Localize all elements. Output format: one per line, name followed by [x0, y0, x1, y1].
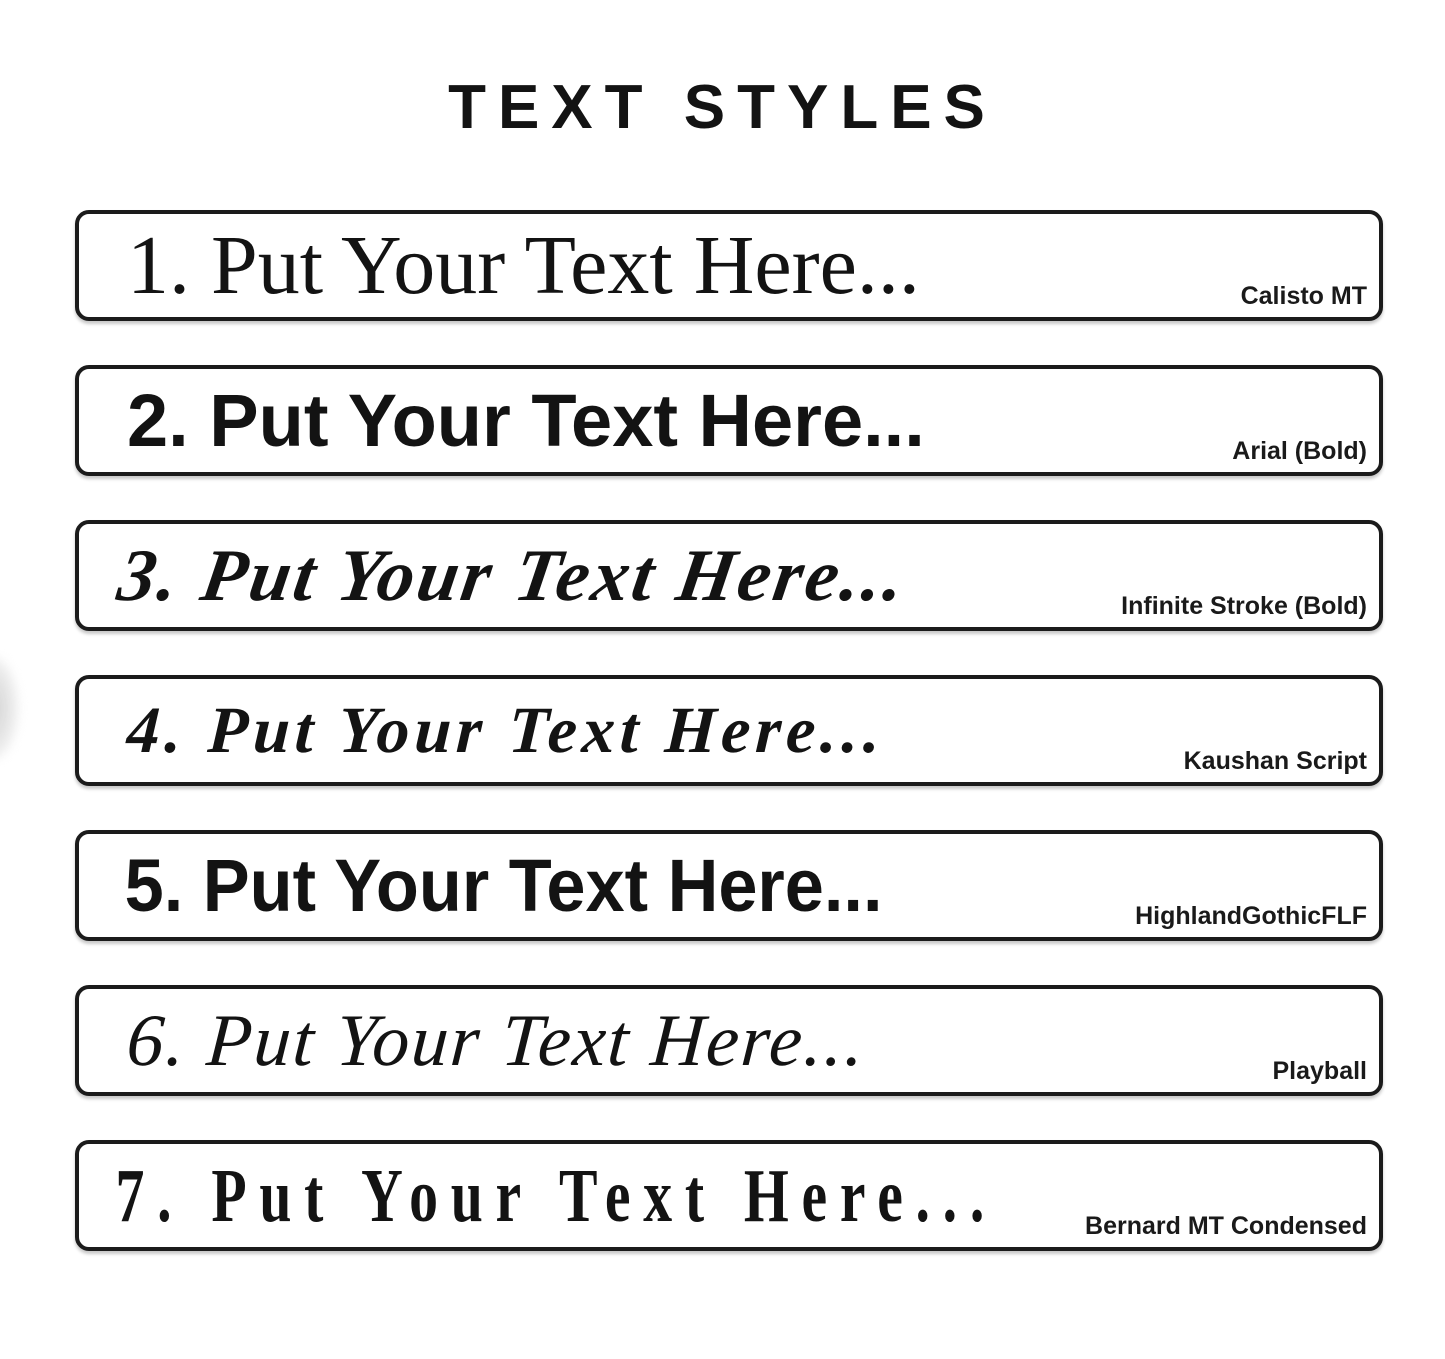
text-style-option-3 — [75, 520, 1383, 631]
sample-text-3: 3. Put Your Text Here... — [112, 534, 913, 617]
text-style-option-4 — [75, 675, 1383, 786]
sample-text-4: 4. Put Your Text Here... — [125, 693, 888, 767]
text-style-option-7 — [75, 1140, 1383, 1251]
sample-text-2: 2. Put Your Text Here... — [127, 378, 925, 462]
font-name-label-3: Infinite Stroke (Bold) — [1121, 592, 1367, 620]
font-name-label-4: Kaushan Script — [1183, 747, 1367, 775]
sample-text-6: 6. Put Your Text Here... — [124, 999, 869, 1082]
style-list — [75, 210, 1383, 1295]
font-name-label-2: Arial (Bold) — [1232, 437, 1367, 465]
text-style-option-6 — [75, 985, 1383, 1096]
text-style-option-2 — [75, 365, 1383, 476]
page-title: TEXT STYLES — [448, 73, 997, 142]
sample-text-5: 5. Put Your Text Here... — [124, 843, 883, 927]
sample-text-1: 1. Put Your Text Here... — [127, 218, 920, 312]
text-style-option-1 — [75, 210, 1383, 321]
sample-text-7: 7. Put Your Text Here... — [115, 1153, 997, 1238]
text-style-option-5 — [75, 830, 1383, 941]
font-name-label-7: Bernard MT Condensed — [1085, 1212, 1367, 1240]
font-name-label-1: Calisto MT — [1240, 282, 1367, 310]
carousel-prev-partial-icon[interactable] — [0, 656, 18, 760]
font-name-label-5: HighlandGothicFLF — [1135, 902, 1367, 930]
font-name-label-6: Playball — [1272, 1057, 1367, 1085]
